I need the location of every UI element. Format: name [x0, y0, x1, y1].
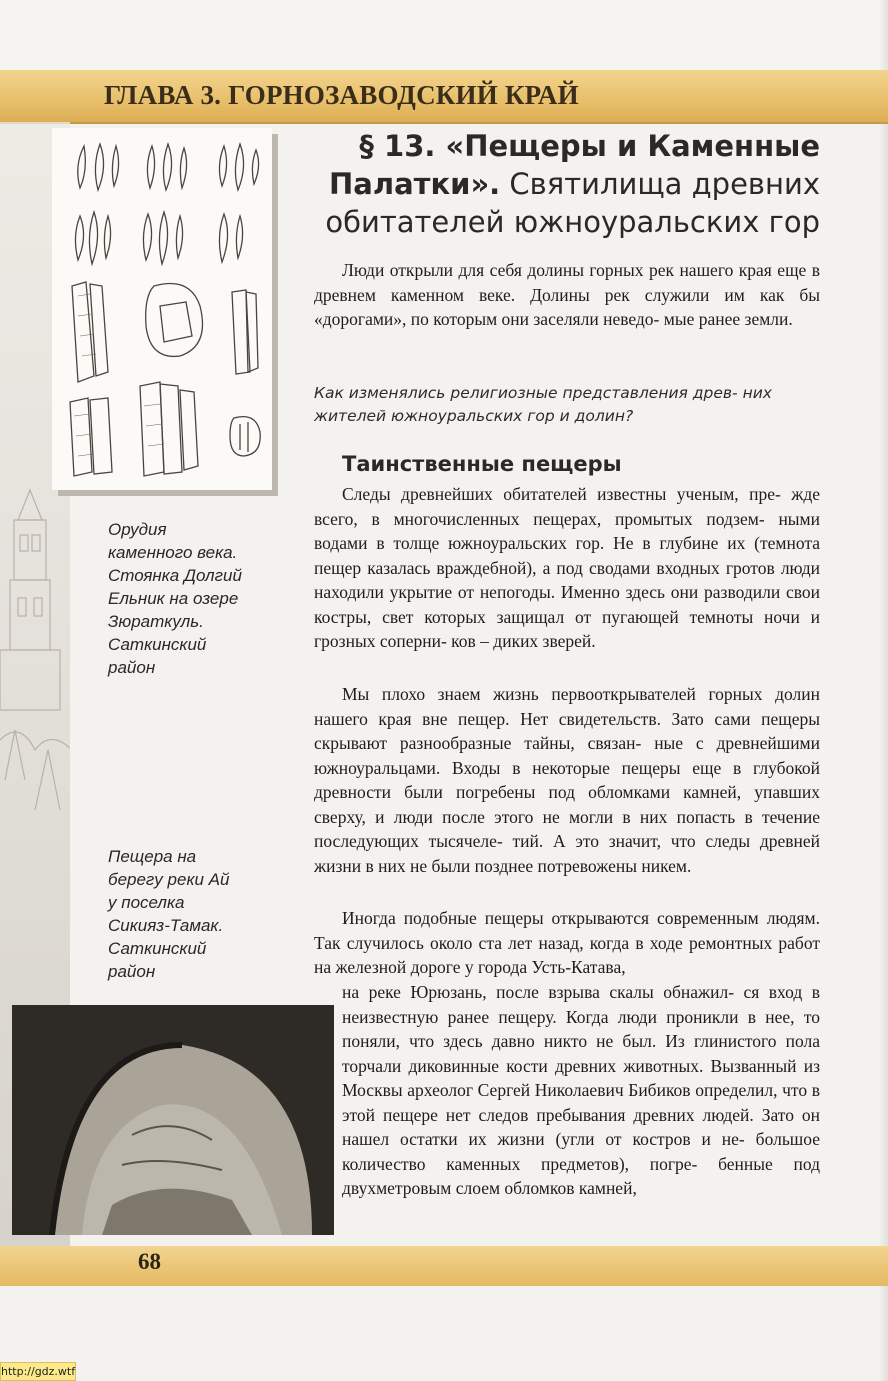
footer-band — [0, 1246, 888, 1286]
cave-photo — [12, 1005, 334, 1235]
section-title-line2-rest: Святилища древних — [500, 167, 820, 201]
section-title-line2-bold: Палатки». — [328, 167, 501, 201]
section-title-line3: обитателей южноуральских гор — [325, 205, 820, 239]
section-title-line1: § 13. «Пещеры и Каменные — [359, 129, 820, 163]
top-margin — [0, 0, 888, 70]
subheading-mysterious-caves: Таинственные пещеры — [342, 452, 622, 476]
lesson-question: Как изменялись религиозные представления древ- них жителей южноуральских гор и долин? — [314, 384, 772, 425]
cave-photo-caption: Пещера на берегу реки Ай у поселка Сикияз-Тамак. Саткинский район — [108, 847, 230, 981]
paragraph-2: Мы плохо знаем жизнь первооткрывателей горных долин нашего края вне пещер. Нет свидетельств. Зато сами пещеры скрывают разнообразные тайны, связан- ные с древнейшими южноуральцами. Входы в некоторые пещеры еще в глубокой древности были погребены под обломками камней, упавших сверху, и люди после этого не могли в них попасть в течение последующих тысячеле- тий. А это значит, что следы древней жизни в них не были позднее потревожены никем. — [314, 684, 821, 876]
stone-tools-caption: Орудия каменного века. Стоянка Долгий Ельник на озере Зюраткуль. Саткинский район — [108, 520, 242, 677]
intro-paragraph: Люди открыли для себя долины горных рек нашего края еще в древнем каменном веке. Долины рек служили им как бы «дорогами», по которым они заселяли неведо- мые ранее земли. — [314, 260, 821, 329]
cave-arch-image — [12, 1005, 334, 1235]
stone-tools-drawing — [60, 136, 266, 482]
bell-tower-sketch — [0, 480, 70, 900]
paragraph-3-top: Иногда подобные пещеры открываются современным людям. Так случилось около ста лет назад, когда в ходе ремонтных работ на железной дороге у города Усть-Катава, — [314, 908, 821, 977]
paragraph-3-bottom: на реке Юрюзань, после взрыва скалы обнажил- ся вход в неизвестную ранее пещеру. Когда люди проникли в нее, то поняли, что здесь давно никто не был. Из глинистого пола торчали диковинные кости древних животных. Вызванный из Москвы археолог Сергей Николаевич Бибиков определил, что в этой пещере нет следов пребывания древних людей. Зато он нашел остатки их жизни (угли от костров и не- большое количество каменных предметов), погре- бенные под двухметровым слоем обломков камней, — [342, 982, 821, 1198]
page-edge-shadow — [878, 0, 888, 1381]
watermark-link[interactable]: http://gdz.wtf — [0, 1362, 76, 1381]
section-title — [314, 127, 820, 241]
page-number: 68 — [138, 1249, 161, 1274]
paragraph-1: Следы древнейших обитателей известны ученым, пре- жде всего, в многочисленных пещерах, промытых подзем- ными водами в толще южноуральских гор. Не в глубине их (темнота пещер казалась враждебной), а под сводами входных гротов люди находили укрытие от непогоды. Именно здесь они разводили свои костры, свет которых защищал от пугающей темноты ночи и грозных соперни- ков – диких зверей. — [314, 484, 821, 651]
chapter-title: ГЛАВА 3. ГОРНОЗАВОДСКИЙ КРАЙ — [104, 80, 579, 110]
